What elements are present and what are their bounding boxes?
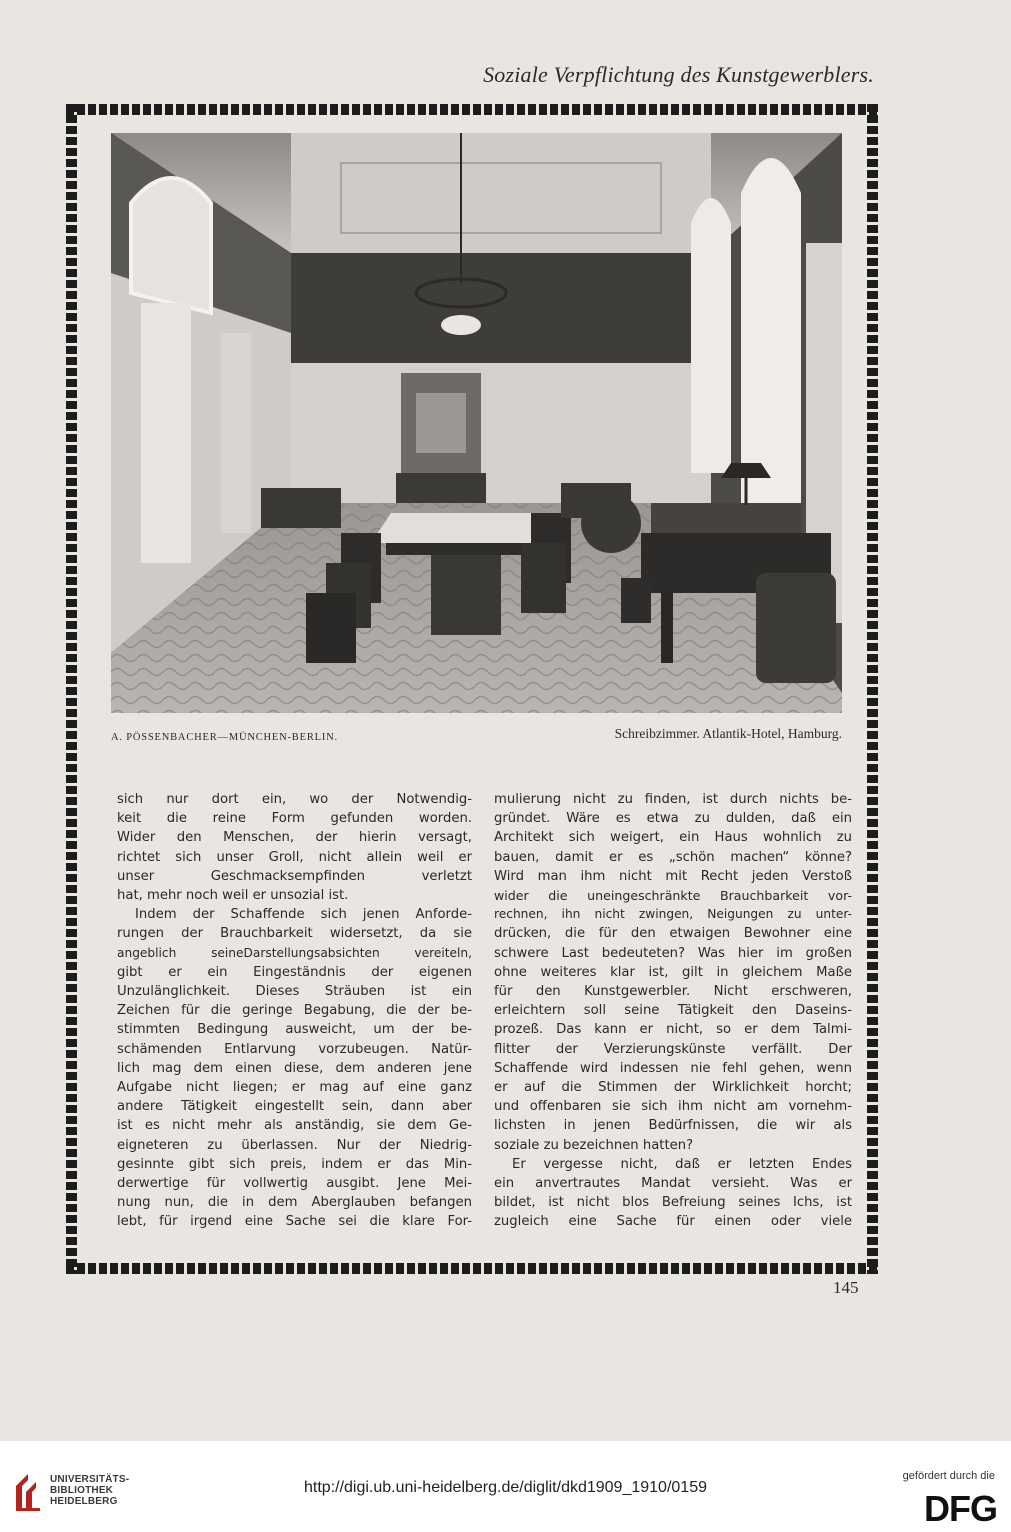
- frame-right: [867, 104, 878, 1274]
- text-line: Wider den Menschen, der hierin versagt,: [117, 830, 472, 846]
- text-line: wider die uneingeschränkte Brauchbarkeit vor-: [494, 888, 852, 904]
- library-line: UNIVERSITÄTS-: [50, 1474, 130, 1485]
- text-line: stimmten Bedingung ausweicht, um der be-: [117, 1022, 472, 1038]
- text-line: gründet. Wäre es etwa zu dulden, daß ein: [494, 811, 852, 827]
- frame-bottom: [66, 1263, 878, 1274]
- text-line: erleichtern soll seine Tätigkeit den Daseins-: [494, 1003, 852, 1019]
- interior-photograph: [111, 133, 842, 713]
- text-line: hat, mehr noch weil er unsozial ist.: [117, 888, 349, 904]
- text-line: keit die reine Form gefunden worden.: [117, 811, 472, 827]
- text-line: rungen der Brauchbarkeit widersetzt, da sie: [117, 926, 472, 942]
- frame-left: [66, 104, 77, 1274]
- text-line: für den Kunstgewerbler. Nicht erschweren,: [494, 984, 852, 1000]
- text-line: Er vergesse nicht, daß er letzten Endes: [512, 1156, 852, 1172]
- text-line: bauen, damit er es „schön machen“ könne?: [494, 849, 852, 865]
- text-line: und offenbaren sie sich ihm nicht am vornehm-: [494, 1099, 852, 1115]
- text-line: Schaffende wird indessen nie fehl gehen, wenn: [494, 1060, 852, 1076]
- text-line: ein anvertrautes Mandat versieht. Was er: [494, 1176, 852, 1192]
- frame-top: [66, 104, 878, 115]
- text-line: Wird man ihm nicht mit Recht jeden Verstoß: [494, 868, 852, 884]
- text-line: Indem der Schaffende sich jenen Anforde-: [135, 907, 472, 923]
- text-line: gibt er ein Eingeständnis der eigenen: [117, 964, 472, 980]
- text-line: unser Geschmacksempfinden verletzt: [117, 868, 472, 884]
- text-line: ist es nicht mehr als anständig, sie dem Ge-: [117, 1118, 472, 1134]
- text-line: er auf die Stimmen der Wirklichkeit horcht;: [494, 1080, 852, 1096]
- text-line: sich nur dort ein, wo der Notwendig-: [117, 792, 472, 807]
- text-line: prozeß. Das kann er nicht, so er dem Talmi-: [494, 1022, 852, 1038]
- permalink-url[interactable]: http://digi.ub.uni-heidelberg.de/diglit/dkd1909_1910/0159: [304, 1479, 707, 1496]
- text-line: lebt, für irgend eine Sache sei die klare For-: [117, 1214, 472, 1230]
- funded-by-label: gefördert durch die: [902, 1470, 995, 1482]
- text-line: nung nun, die in dem Aberglauben befangen: [117, 1195, 472, 1211]
- text-line: schämenden Entlarvung vorzubeugen. Natür-: [117, 1041, 472, 1057]
- text-line: lich mag dem einen diese, dem anderen jene: [117, 1060, 472, 1076]
- text-line: angeblich seineDarstellungsabsichten vereiteln,: [117, 945, 472, 960]
- text-line: soziale zu bezeichnen hatten?: [494, 1137, 694, 1153]
- text-line: rechnen, ihn nicht zwingen, Neigungen zu unter-: [494, 907, 852, 922]
- text-column-right: [494, 790, 852, 1232]
- text-line: schwere Last bedeuteten? Was hier im großen: [494, 945, 852, 961]
- running-title: Soziale Verpflichtung des Kunstgewerblers.: [483, 62, 874, 87]
- text-line: Unzulänglichkeit. Dieses Sträuben ist ein: [117, 984, 472, 1000]
- text-line: lichsten in jenen Bedürfnissen, die wir als: [494, 1118, 852, 1134]
- text-line: eigneteren zu überlassen. Nur der Niedrig-: [117, 1137, 472, 1153]
- text-line: Aufgabe nicht liegen; er mag auf eine ganz: [117, 1080, 472, 1096]
- text-line: mulierung nicht zu finden, ist durch nichts be-: [494, 792, 852, 807]
- text-line: bildet, ist nicht blos Befreiung seines Ichs, ist: [494, 1195, 852, 1211]
- text-line: Architekt sich weigert, ein Haus wohnlich zu: [494, 830, 852, 846]
- text-line: flitter der Verzierungskünste verfällt. Der: [494, 1041, 852, 1057]
- text-line: andere Tätigkeit eingestellt sein, dann aber: [117, 1099, 472, 1115]
- photo-credit: A. PÖSSENBACHER—MÜNCHEN-BERLIN.: [111, 732, 338, 743]
- text-line: richtet sich unser Groll, nicht allein weil er: [117, 849, 472, 865]
- text-line: drücken, die für den etwaigen Bewohner eine: [494, 926, 852, 942]
- page-number: 145: [833, 1278, 859, 1297]
- dfg-logo[interactable]: DFG: [924, 1488, 997, 1529]
- text-column-left: [117, 790, 472, 1232]
- text-line: gesinnte gibt sich preis, indem er das Min-: [117, 1156, 472, 1172]
- text-line: ohne weiteres klar ist, gilt in gleichem Maße: [494, 964, 852, 980]
- photo-caption: Schreibzimmer. Atlantik-Hotel, Hamburg.: [614, 726, 842, 741]
- text-line: derwertige für vollwertig ausgibt. Jene Mei-: [117, 1176, 472, 1192]
- text-line: zugleich eine Sache für einen oder viele: [494, 1214, 852, 1230]
- library-line: HEIDELBERG: [50, 1496, 118, 1507]
- text-line: Zeichen für die geringe Begabung, die der be-: [117, 1003, 472, 1019]
- library-line: BIBLIOTHEK: [50, 1485, 114, 1496]
